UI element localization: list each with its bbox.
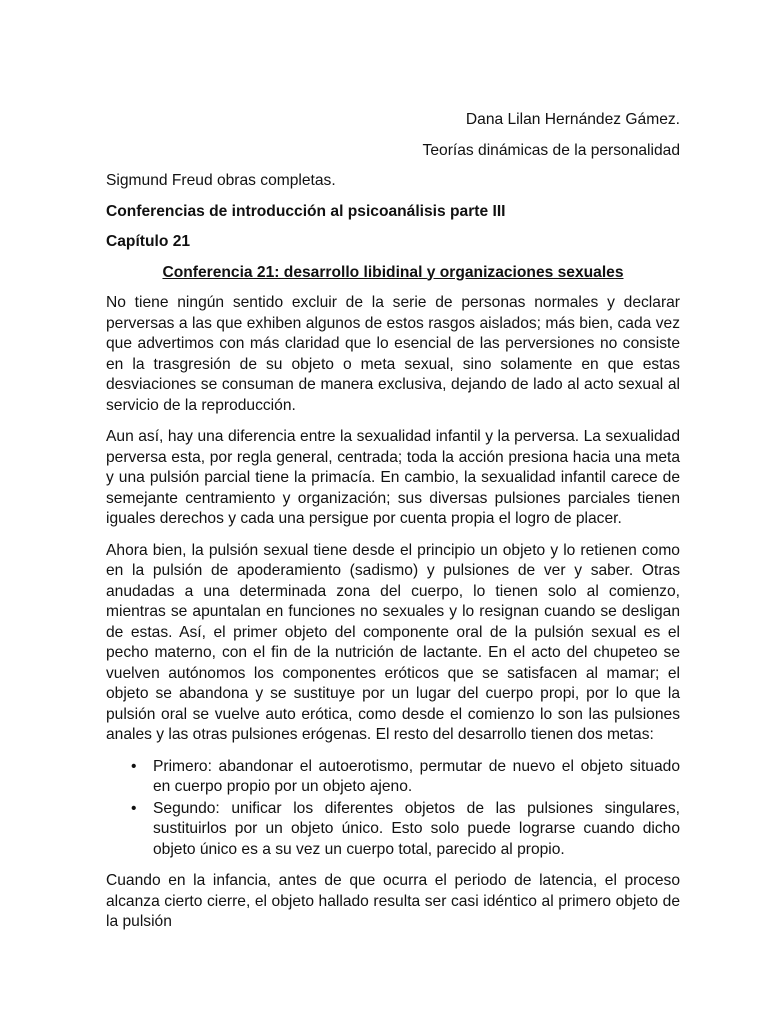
source-reference: Sigmund Freud obras completas. <box>106 172 336 189</box>
bullet-icon: • <box>131 757 137 775</box>
list-item <box>106 757 680 798</box>
chapter-heading: Capítulo 21 <box>106 233 191 250</box>
list-item-text: Primero: abandonar el autoerotismo, permutar de nuevo el objeto situado en cuerpo propio por un objeto ajeno. <box>153 757 680 795</box>
document-page <box>106 110 680 944</box>
paragraph-3: Ahora bien, la pulsión sexual tiene desde el principio un objeto y lo retienen como en la pulsión de apoderamiento (sadismo) y pulsiones de ver y saber. Otras anudadas a una determinada zona del cuerpo, lo tienen solo al comienzo, mientras se apuntalan en funciones no sexuales y lo resignan cuando se desligan de estas. Así, el primer objeto del componente oral de la pulsión sexual es el pecho materno, con el fin de la nutrición de lactante. En el acto del chupeteo se vuelven autónomos los componentes eróticos que se satisfacen al mamar; el objeto se abandona y se sustituye por un lugar del cuerpo propi, por lo que la pulsión oral se vuelve auto erótica, como desde el comienzo lo son las pulsiones anales y las otras pulsiones erógenas. El resto del desarrollo tienen dos metas: <box>106 541 680 743</box>
paragraph-2: Aun así, hay una diferencia entre la sexualidad infantil y la perversa. La sexualidad perversa esta, por regla general, centrada; toda la acción presiona hacia una meta y una pulsión parcial tiene la primacía. En cambio, la sexualidad infantil carece de semejante centramiento y organización; sus diversas pulsiones parciales tienen iguales derechos y cada una persigue por cuenta propia el logro de placer. <box>106 428 680 527</box>
paragraph-1: No tiene ningún sentido excluir de la serie de personas normales y declarar perversas a las que exhiben algunos de estos rasgos aislados; más bien, cada vez que advertimos con más claridad que lo esencial de las perversiones no consiste en la trasgresión de su objeto o meta sexual, sino solamente en que estas desviaciones se consuman de manera exclusiva, dejando de lado al acto sexual al servicio de la reproducción. <box>106 294 680 414</box>
conference-title: Conferencia 21: desarrollo libidinal y organizaciones sexuales <box>162 263 624 281</box>
bullet-icon: • <box>131 799 137 817</box>
author-name: Dana Lilan Hernández Gámez. <box>465 111 680 128</box>
bullet-list <box>106 757 680 861</box>
closing-paragraph: Cuando en la infancia, antes de que ocurra el periodo de latencia, el proceso alcanza cierto cierre, el objeto hallado resulta ser casi idéntico al primero objeto de la pulsión <box>106 872 680 930</box>
list-item <box>106 799 680 861</box>
list-item-text: Segundo: unificar los diferentes objetos de las pulsiones singulares, sustituirlos por un objeto único. Esto solo puede lograrse cuando dicho objeto único es a su vez un cuerpo total, parecido al propio. <box>153 799 680 858</box>
series-title: Conferencias de introducción al psicoanálisis parte III <box>106 202 506 220</box>
course-name: Teorías dinámicas de la personalidad <box>422 141 680 159</box>
